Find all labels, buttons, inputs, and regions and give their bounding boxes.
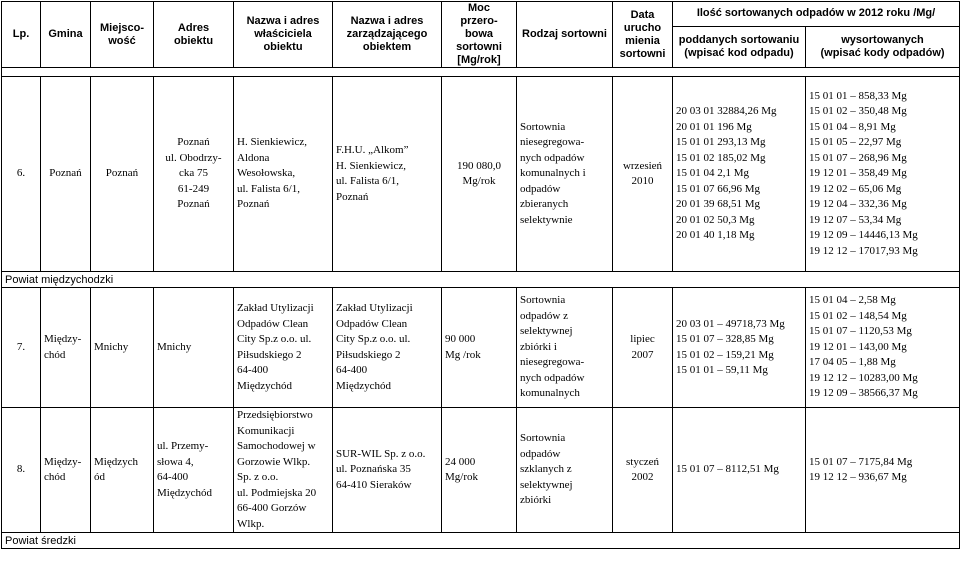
- cell-gmina: Między- chód: [41, 288, 91, 408]
- cell-poddanych: 20 03 01 – 49718,73 Mg 15 01 07 – 328,85 Mg 15 01 02 – 159,21 Mg 15 01 01 – 59,11 Mg: [673, 288, 806, 408]
- cell-gmina: Poznań: [41, 77, 91, 272]
- header-adres: Adres obiektu: [154, 2, 234, 68]
- section-row: [2, 272, 960, 288]
- cell-lp: 6.: [2, 77, 41, 272]
- header-zarzadzajacy: Nazwa i adres zarządzającego obiektem: [333, 2, 442, 68]
- cell-wysortowanych: 15 01 01 – 858,33 Mg 15 01 02 – 350,48 Mg 15 01 04 – 8,91 Mg 15 01 05 – 22,97 Mg 15 01 07 – 268,96 Mg 19 12 01 – 358,49 Mg 19 12 02 – 65,06 Mg 19 12 04 – 332,36 Mg 19 12 07 – 53,34 Mg 19 12 09 – 14446,13 Mg 19 12 12 – 17017,93 Mg: [806, 77, 960, 272]
- cell-rodzaj: Sortownia niesegregowa- nych odpadów komunalnych i odpadów zbieranych selektywnie: [517, 77, 613, 272]
- cell-wysortowanych: 15 01 07 – 7175,84 Mg 19 12 12 – 936,67 Mg: [806, 408, 960, 533]
- header-gmina: Gmina: [41, 2, 91, 68]
- section-label-sredzki: Powiat średzki: [2, 533, 960, 549]
- table-row: [2, 408, 960, 533]
- cell-data: wrzesień 2010: [613, 77, 673, 272]
- cell-wysortowanych: 15 01 04 – 2,58 Mg 15 01 02 – 148,54 Mg 15 01 07 – 1120,53 Mg 19 12 01 – 143,00 Mg 17 04 05 – 1,88 Mg 19 12 12 – 10283,00 Mg 19 12 09 – 38566,37 Mg: [806, 288, 960, 408]
- table-row: [2, 77, 960, 272]
- cell-lp: 8.: [2, 408, 41, 533]
- cell-data: styczeń 2002: [613, 408, 673, 533]
- spacer-row: [2, 68, 960, 77]
- cell-zarzadzajacy: SUR-WIL Sp. z o.o. ul. Poznańska 35 64-410 Sieraków: [333, 408, 442, 533]
- cell-moc: 24 000 Mg/rok: [442, 408, 517, 533]
- cell-wlasciciel: Zakład Utylizacji Odpadów Clean City Sp.z o.o. ul. Piłsudskiego 2 64-400 Międzychód: [234, 288, 333, 408]
- sorting-plants-table: [1, 1, 960, 549]
- header-lp: Lp.: [2, 2, 41, 68]
- cell-miejscowosc: Mnichy: [91, 288, 154, 408]
- header-wysortowanych: wysortowanych (wpisać kody odpadów): [806, 26, 960, 67]
- cell-miejscowosc: Międzych ód: [91, 408, 154, 533]
- spacer-cell: [2, 68, 960, 77]
- section-label-miedzychodzki: Powiat międzychodzki: [2, 272, 960, 288]
- header-rodzaj: Rodzaj sortowni: [517, 2, 613, 68]
- cell-moc: 190 080,0 Mg/rok: [442, 77, 517, 272]
- header-poddanych: poddanych sortowaniu (wpisać kod odpadu): [673, 26, 806, 67]
- header-wlasciciel: Nazwa i adres właściciela obiektu: [234, 2, 333, 68]
- cell-lp: 7.: [2, 288, 41, 408]
- table-row: [2, 288, 960, 408]
- cell-miejscowosc: Poznań: [91, 77, 154, 272]
- cell-zarzadzajacy: Zakład Utylizacji Odpadów Clean City Sp.z o.o. ul. Piłsudskiego 2 64-400 Międzychód: [333, 288, 442, 408]
- cell-wlasciciel: H. Sienkiewicz, Aldona Wesołowska, ul. Falista 6/1, Poznań: [234, 77, 333, 272]
- cell-adres: Mnichy: [154, 288, 234, 408]
- header-ilosc: Ilość sortowanych odpadów w 2012 roku /Mg/: [673, 2, 960, 27]
- cell-wlasciciel: Przedsiębiorstwo Komunikacji Samochodowej w Gorzowie Wlkp. Sp. z o.o. ul. Podmiejska 20 66-400 Gorzów Wlkp.: [234, 408, 333, 533]
- cell-zarzadzajacy: F.H.U. „Alkom” H. Sienkiewicz, ul. Falista 6/1, Poznań: [333, 77, 442, 272]
- cell-rodzaj: Sortownia odpadów szklanych z selektywnej zbiórki: [517, 408, 613, 533]
- header-data: Data urucho mienia sortowni: [613, 2, 673, 68]
- header-miejscowosc: Miejsco- wość: [91, 2, 154, 68]
- section-row: [2, 533, 960, 549]
- cell-gmina: Między- chód: [41, 408, 91, 533]
- header-row: [2, 2, 960, 27]
- cell-adres: ul. Przemy- słowa 4, 64-400 Międzychód: [154, 408, 234, 533]
- cell-adres: Poznań ul. Obodrzy- cka 75 61-249 Poznań: [154, 77, 234, 272]
- cell-data: lipiec 2007: [613, 288, 673, 408]
- cell-poddanych: 15 01 07 – 8112,51 Mg: [673, 408, 806, 533]
- cell-poddanych: 20 03 01 32884,26 Mg 20 01 01 196 Mg 15 01 01 293,13 Mg 15 01 02 185,02 Mg 15 01 04 2,1 Mg 15 01 07 66,96 Mg 20 01 39 68,51 Mg 20 01 02 50,3 Mg 20 01 40 1,18 Mg: [673, 77, 806, 272]
- cell-moc: 90 000 Mg /rok: [442, 288, 517, 408]
- header-moc: Moc przero- bowa sortowni [Mg/rok]: [442, 2, 517, 68]
- cell-rodzaj: Sortownia odpadów z selektywnej zbiórki i niesegregowa- nych odpadów komunalnych: [517, 288, 613, 408]
